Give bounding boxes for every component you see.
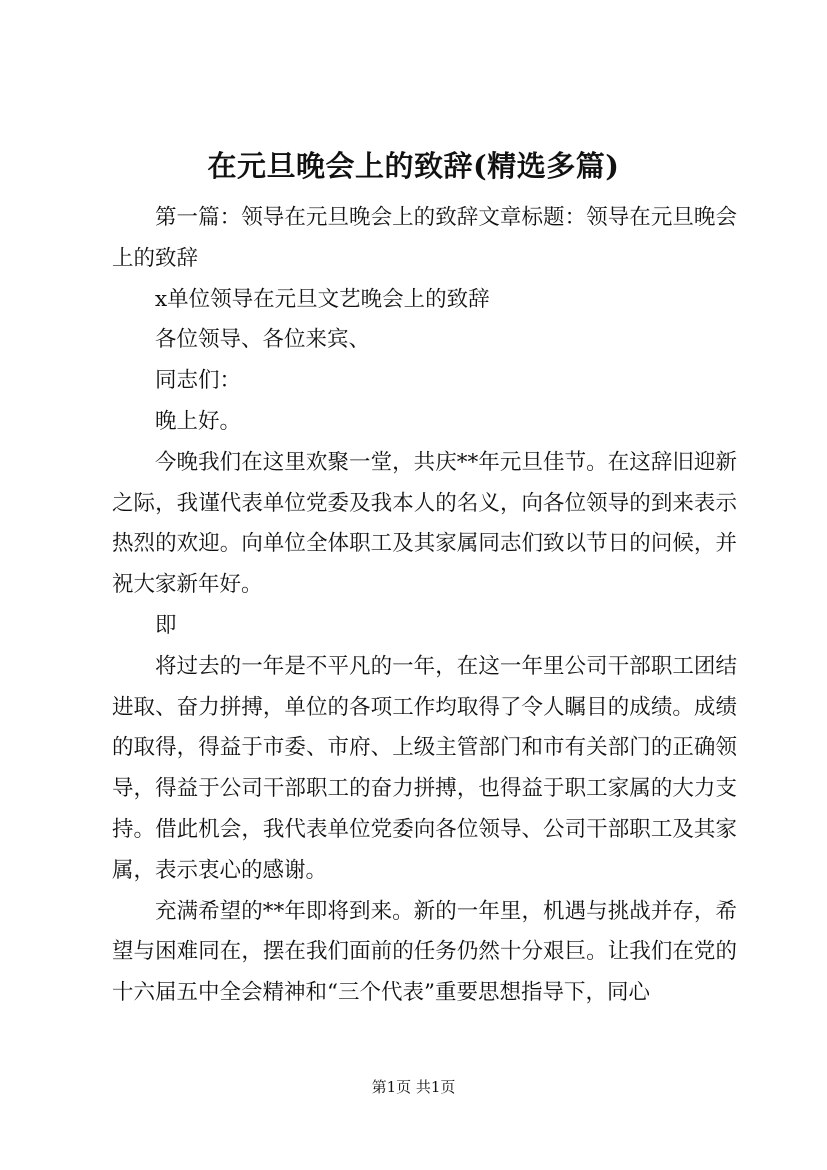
- paragraph-7: 即: [155, 612, 177, 638]
- paragraph-6: 今晚我们在这里欢聚一堂，共庆**年元旦佳节。在这辞旧迎新之际，我谨代表单位党委及我本人的名义，向各位领导的到来表示热烈的欢迎。向单位全体职工及其家属同志们致以节日的问候，并祝大家新年好。: [112, 449, 737, 598]
- paragraph-5: 晚上好。: [155, 408, 242, 434]
- paragraph-8: 将过去的一年是不平凡的一年，在这一年里公司干部职工团结进取、奋力拼搏，单位的各项工作均取得了令人瞩目的成绩。成绩的取得，得益于市委、市府、上级主管部门和市有关部门的正确领导，得益于公司干部职工的奋力拼搏，也得益于职工家属的大力支持。借此机会，我代表单位党委向各位领导、公司干部职工及其家属，表示衷心的感谢。: [112, 653, 737, 883]
- document-title: 在元旦晚会上的致辞(精选多篇): [207, 149, 620, 183]
- paragraph-4: 同志们：: [155, 368, 242, 394]
- paragraph-3: 各位领导、各位来宾、: [155, 327, 371, 353]
- paragraph-1: 第一篇：领导在元旦晚会上的致辞文章标题：领导在元旦晚会上的致辞: [112, 205, 737, 271]
- page-footer: 第1页 共1页: [371, 1078, 456, 1096]
- paragraph-9: 充满希望的**年即将到来。新的一年里，机遇与挑战并存，希望与困难同在，摆在我们面前的任务仍然十分艰巨。让我们在党的十六届五中全会精神和“三个代表”重要思想指导下，同心: [112, 898, 737, 1006]
- paragraph-2: x单位领导在元旦文艺晚会上的致辞: [155, 286, 490, 312]
- document-body: [112, 198, 737, 1014]
